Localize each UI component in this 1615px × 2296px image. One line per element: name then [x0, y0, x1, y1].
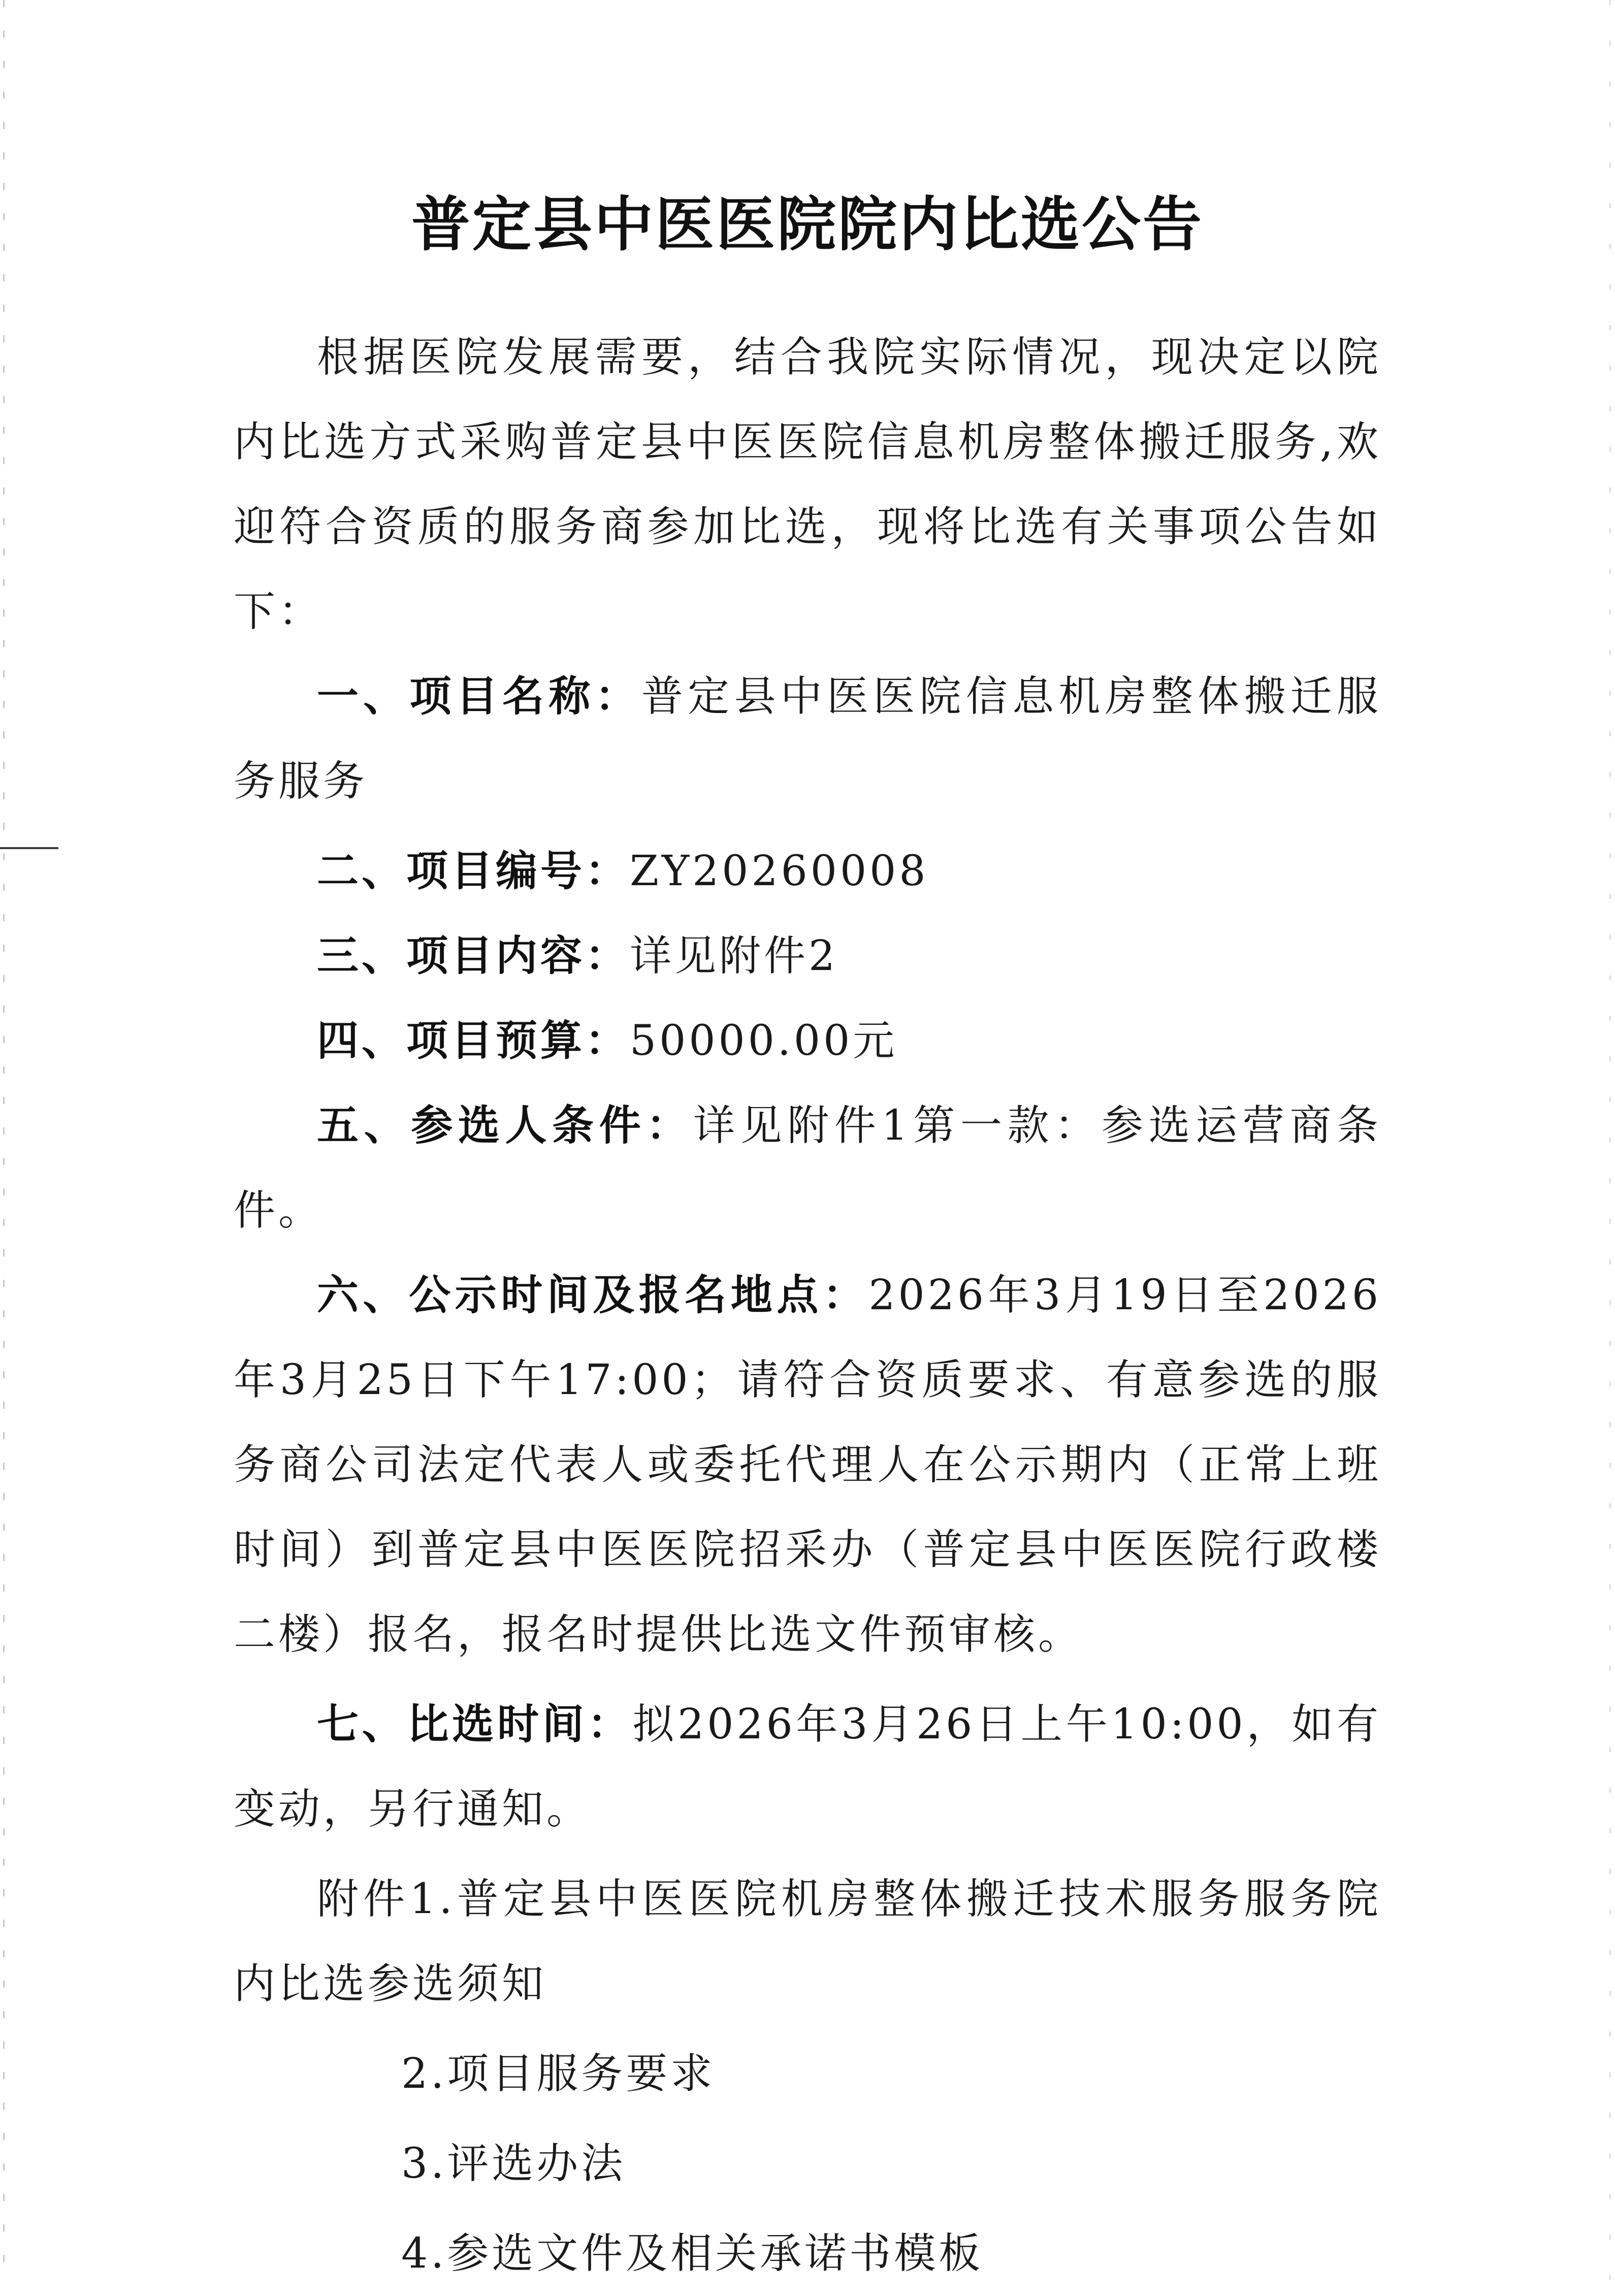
attachment-3: 3.评选办法	[401, 2140, 626, 2188]
item-value: 50000.00元	[630, 1017, 898, 1065]
item-label: 四、项目预算：	[317, 1017, 630, 1065]
item-publicity-time-place	[234, 1253, 1381, 1677]
intro-paragraph: 根据医院发展需要，结合我院实际情况，现决定以院内比选方式采购普定县中医医院信息机房整体搬迁服务,欢迎符合资质的服务商参加比选，现将比选有关事项公告如下：	[234, 333, 1381, 636]
item-selection-time	[234, 1682, 1381, 1852]
item-label: 六、公示时间及报名地点：	[317, 1271, 869, 1319]
item-label: 七、比选时间：	[317, 1700, 633, 1749]
scan-edge-left	[3, 0, 5, 2280]
item-label: 二、项目编号：	[317, 847, 630, 895]
margin-mark	[0, 847, 58, 849]
scan-edge-right	[1609, 0, 1611, 2280]
document-body	[234, 315, 1381, 2296]
attachment-4: 4.参选文件及相关承诺书模板	[401, 2229, 984, 2278]
item-label: 五、参选人条件：	[317, 1102, 694, 1150]
item-value: 详见附件1第一款：参选运营商条件。	[234, 1102, 1381, 1235]
attachment-1: 附件1.普定县中医医院机房整体搬迁技术服务服务院内比选参选须知	[234, 1875, 1381, 2008]
item-label: 三、项目内容：	[317, 932, 630, 980]
item-value: 2026年3月19日至2026年3月25日下午17:00；请符合资质要求、有意参选的服务商公司法定代表人或委托代理人在公示期内（正常上班时间）到普定县中医医院招采办（普定县中医医院行政楼二楼）报名，报名时提供比选文件预审核。	[234, 1271, 1381, 1659]
attachment-2: 2.项目服务要求	[401, 2050, 716, 2098]
item-value: 普定县中医医院信息机房整体搬迁服务服务	[234, 672, 1381, 805]
item-bidder-conditions	[234, 1083, 1381, 1253]
item-project-budget	[234, 998, 1381, 1083]
item-project-name	[234, 654, 1381, 824]
item-label: 一、项目名称：	[317, 672, 641, 721]
item-value: 详见附件2	[630, 932, 838, 980]
item-value: ZY20260008	[630, 847, 929, 895]
item-project-content	[234, 914, 1381, 998]
page-title: 普定县中医医院院内比选公告	[411, 190, 1204, 259]
item-project-number	[234, 829, 1381, 914]
item-value: 拟2026年3月26日上午10:00，如有变动，另行通知。	[234, 1700, 1381, 1833]
